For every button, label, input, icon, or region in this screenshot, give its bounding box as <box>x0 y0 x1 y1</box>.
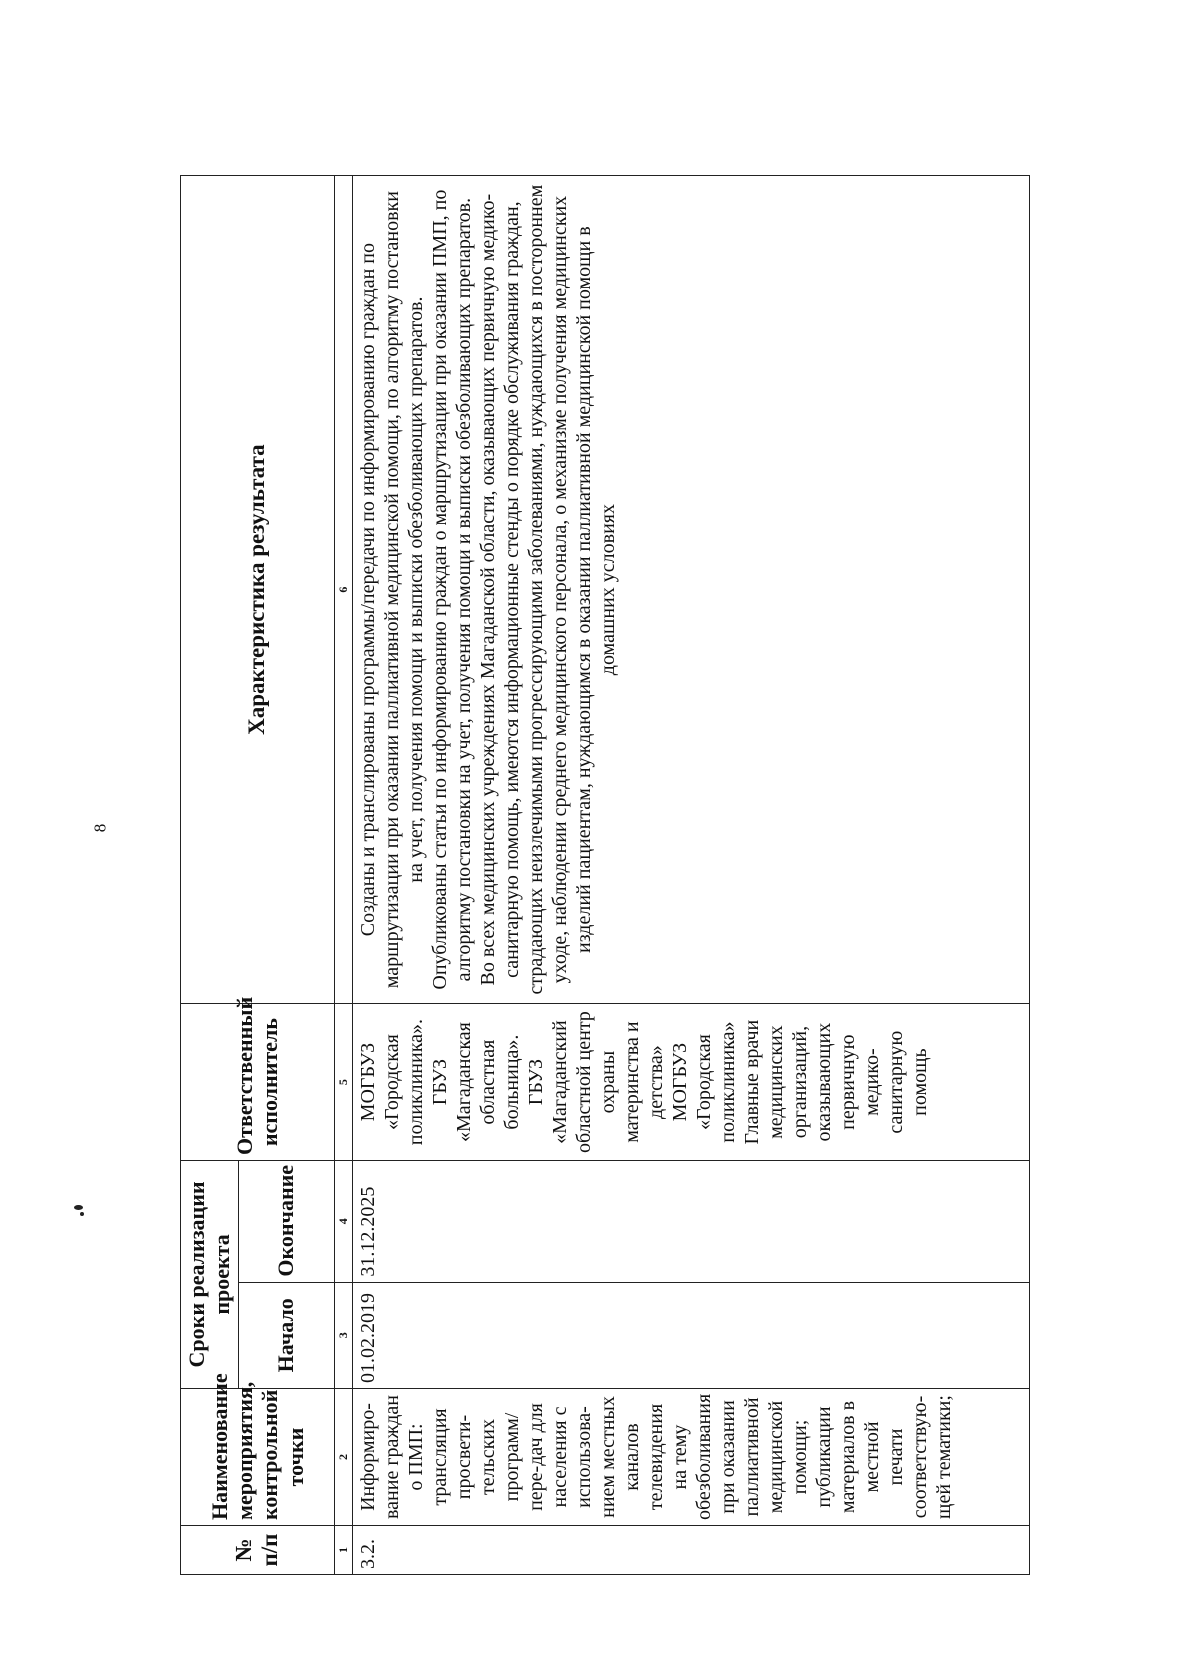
row-number: 3.2. <box>352 1526 1029 1575</box>
result-paragraph: Опубликованы статьи по информированию граждан о маршрутизации при оказании ПМП, по алгоритму постановки на учет, получения помощи и выписки обезболивающих препаратов. <box>428 189 475 990</box>
rotated-table-wrapper <box>180 175 1030 1575</box>
column-number: 2 <box>334 1388 352 1525</box>
header-dates: Сроки реализации проекта <box>181 1160 239 1388</box>
header-name: Наименование мероприятия, контрольной точки <box>181 1388 335 1525</box>
column-number: 6 <box>334 176 352 1004</box>
row-end: 31.12.2025 <box>352 1160 1029 1282</box>
header-result: Характеристика результата <box>181 176 335 1004</box>
result-paragraph: Во всех медицинских учреждениях Магаданской области, оказывающих первичную медико-санитарную помощь, имеются информационные стенды о порядке обслуживания граждан, страдающих неизлечимыми прогрессирующими заболеваниями, нуждающихся в постороннем уходе, наблюдении среднего медицинского персонала, о механизме получения медицинских изделий пациентам, нуждающимся в оказании паллиативной медицинской помощи в домашних условиях <box>476 184 619 995</box>
plan-table <box>180 175 1030 1575</box>
row-start: 01.02.2019 <box>352 1282 1029 1388</box>
scan-speck <box>80 1212 84 1216</box>
header-start: Начало <box>238 1282 334 1388</box>
table-row <box>352 176 1029 1575</box>
column-number: 5 <box>334 1004 352 1161</box>
row-name: Информиро-вание граждан о ПМП: трансляция просвети-тельских программ/пере-дач для населения с использова-нием местных каналов телевидения на тему обезболивания при оказании паллиативной медицинской помощи; публикации материалов в местной печати соответствую-щей тематики; <box>352 1388 1029 1525</box>
page-number: 8 <box>90 823 110 833</box>
header-num: № п/п <box>181 1526 335 1575</box>
scan-speck <box>74 1205 83 1210</box>
column-number: 4 <box>334 1160 352 1282</box>
row-result <box>352 176 1029 1004</box>
header-end: Окончание <box>238 1160 334 1282</box>
column-number: 3 <box>334 1282 352 1388</box>
result-paragraph: Созданы и транслированы программы/передачи по информированию граждан по маршрутизации при оказании паллиативной медицинской помощи, по алгоритму постановки на учет, получения помощи и выписки обезболивающих препаратов. <box>356 191 427 989</box>
row-executor: МОГБУЗ «Городская поликлиника». ГБУЗ «Магаданская областная больница». ГБУЗ «Магаданский областной центр охраны материнства и детства» МОГБУЗ «Городская поликлиника» Главные врачи медицинских организаций, оказывающих первичную медико-санитарную помощь <box>352 1004 1029 1161</box>
column-number: 1 <box>334 1526 352 1575</box>
header-executor: Ответственный исполнитель <box>181 1004 335 1161</box>
